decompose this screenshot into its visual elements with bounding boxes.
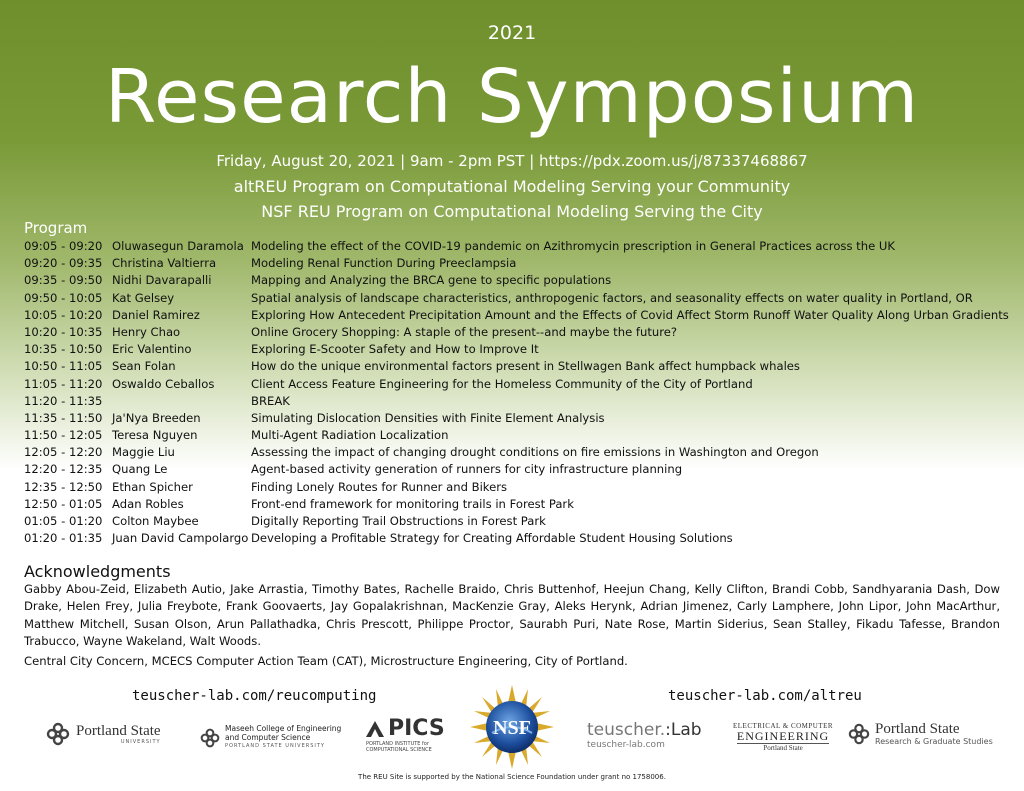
presenter-name: Henry Chao [112,324,181,339]
acknowledgments-heading: Acknowledgments [24,562,171,581]
psu-name: Portland State [76,722,161,739]
session-time: 12:50 - 01:05 [24,496,103,511]
nsf-reu-program-name: Computational Modeling Serving the City [433,202,763,221]
altreu-program-name: Computational Modeling Serving your Community [389,177,791,196]
presentation-title: Developing a Profitable Strategy for Creating Affordable Student Housing Solutions [251,531,733,546]
teuscher-url: teuscher-lab.com [587,740,665,750]
maseeh-line3: PORTLAND STATE UNIVERSITY [225,743,325,749]
nsf-reu-prefix: NSF REU Program on [261,202,434,221]
session-time: 11:20 - 11:35 [24,393,103,408]
presenter-name: Christina Valtierra [112,256,217,271]
grant-footnote: The REU Site is supported by the National Science Foundation under grant no 1758006. [358,773,666,781]
session-time: 09:50 - 10:05 [24,290,103,305]
schedule-row [24,324,1019,341]
presenter-name: Eric Valentino [112,342,192,357]
schedule-row [24,272,1019,289]
altreu-program-line [0,177,1024,196]
schedule-row [24,238,1019,255]
pics-line2: COMPUTATIONAL SCIENCE [366,747,432,753]
presenter-name: Maggie Liu [112,445,175,460]
presenter-name: Kat Gelsey [112,290,175,305]
session-time: 09:35 - 09:50 [24,273,103,288]
maseeh-logo [200,724,341,751]
schedule-row [24,530,1019,547]
program-schedule [24,238,1019,547]
schedule-row [24,290,1019,307]
psu-research-logo [848,722,993,746]
ece-line2: ENGINEERING [736,729,830,743]
psu-logo [46,722,161,746]
presentation-title: Finding Lonely Routes for Runner and Bikers [251,479,508,494]
presentation-title: Modeling Renal Function During Preeclampsia [251,256,517,271]
acknowledgments-people: Gabby Abou-Zeid, Elizabeth Autio, Jake Arrastia, Timothy Bates, Rachelle Braido, Chris Buttenhof, Heejun Chang, Kelly Clifton, Brandi Cobb, Sandhyarania Dash, Dow Drake, Helen Frey, Julia Freybote, Frank Goovaerts, Jay Gopalakrishnan, MacKenzie Gray, Aleks Herynk, Adrian Jimenez, Carly Lamphere, John Lipor, John MacArthur, Matthew Mitchell, Susan Olson, Arun Pallathadka, Chris Prescott, Philippe Proctor, Saurabh Puri, Nate Rose, Martin Siderius, Sean Stalley, Fikadu Tafesse, Brandon Trabucco, Wayne Wakeland, Walt Woods. [24,582,1000,649]
psu-research-mark-icon [848,723,870,745]
teuscher-name: teuscher. [587,720,666,740]
session-time: 10:20 - 10:35 [24,324,103,339]
schedule-row [24,358,1019,375]
presentation-title: Online Grocery Shopping: A staple of the present--and maybe the future? [251,324,678,339]
session-time: 10:35 - 10:50 [24,342,103,357]
presenter-name [112,393,251,410]
schedule-row [24,393,1019,410]
session-time: 12:20 - 12:35 [24,462,103,477]
acknowledgments-organizations: Central City Concern, MCECS Computer Action Team (CAT), Microstructure Engineering, City of Portland. [24,654,628,668]
schedule-row [24,307,1019,324]
schedule-row [24,513,1019,530]
presenter-name: Oluwasegun Daramola [112,239,244,253]
altreu-prefix: altREU Program on [233,177,390,196]
nsf-reu-program-line [0,202,1024,221]
nsf-logo [468,683,556,771]
pics-mark-icon [364,719,386,739]
session-time: 01:20 - 01:35 [24,531,103,546]
session-time: 12:05 - 12:20 [24,445,103,460]
psu-research-name: Portland State [875,721,960,737]
presentation-title: Assessing the impact of changing drought conditions on fire emissions in Washington and Oregon [251,445,819,460]
ece-line1: ELECTRICAL & COMPUTER [733,722,834,730]
presenter-name: Adan Robles [112,496,184,511]
schedule-row [24,479,1019,496]
ece-logo [733,722,833,752]
presentation-title: Spatial analysis of landscape characteristics, anthropogenic factors, and seasonality effects on water quality in Portland, OR [251,290,973,305]
presenter-name: Ethan Spicher [112,479,193,494]
schedule-row [24,496,1019,513]
session-time: 01:05 - 01:20 [24,514,103,528]
presentation-title: Front-end framework for monitoring trails in Forest Park [251,496,574,511]
nsf-seal-icon [468,683,556,771]
schedule-row [24,255,1019,272]
session-time: 09:20 - 09:35 [24,256,103,271]
presentation-title: Exploring How Antecedent Precipitation Amount and the Effects of Covid Affect Storm Runoff Water Quality Along Urban Gradients [251,307,1009,322]
presentation-title: BREAK [251,393,290,408]
maseeh-line1: Maseeh College of Engineering [225,724,342,733]
presentation-title: Client Access Feature Engineering for the Homeless Community of the City of Portland [251,376,753,391]
schedule-row [24,410,1019,427]
presenter-name: Juan David Campolargo [112,531,249,546]
pics-line1: PORTLAND INSTITUTE for [366,741,429,747]
session-time: 09:05 - 09:20 [24,239,103,253]
event-dateline: Friday, August 20, 2021 | 9am - 2pm PST | https://pdx.zoom.us/j/87337468867 [216,152,808,170]
pics-name: PICS [388,716,445,741]
presentation-title: Mapping and Analyzing the BRCA gene to specific populations [251,273,612,288]
session-time: 12:35 - 12:50 [24,479,103,494]
schedule-row [24,341,1019,358]
teuscher-lab-logo [587,720,702,750]
ece-line3: Portland State [763,744,803,752]
session-time: 11:05 - 11:20 [24,376,103,391]
presenter-name: Oswaldo Ceballos [112,376,215,391]
session-time: 11:50 - 12:05 [24,428,103,443]
presentation-title: Multi-Agent Radiation Localization [251,428,449,443]
presentation-title: Simulating Dislocation Densities with Finite Element Analysis [251,410,605,425]
symposium-year: 2021 [487,22,537,44]
session-time: 10:50 - 11:05 [24,359,103,374]
program-heading: Program [24,219,88,237]
presentation-title: Digitally Reporting Trail Obstructions in Forest Park [251,514,546,528]
session-time: 11:35 - 11:50 [24,410,103,425]
presenter-name: Teresa Nguyen [112,428,198,443]
presenter-name: Colton Maybee [112,514,199,528]
schedule-row [24,376,1019,393]
presenter-name: Ja'Nya Breeden [112,410,201,425]
psu-sub: UNIVERSITY [120,738,161,745]
maseeh-mark-icon [200,728,220,748]
altreu-link[interactable]: teuscher-lab.com/altreu [668,688,862,704]
schedule-row [24,427,1019,444]
psu-mark-icon [46,722,70,746]
presentation-title: Agent-based activity generation of runners for city infrastructure planning [251,462,683,477]
presentation-title: How do the unique environmental factors present in Stellwagen Bank affect humpback whales [251,359,800,374]
presentation-title: Modeling the effect of the COVID-19 pandemic on Azithromycin prescription in General Practices across the UK [251,239,895,253]
presenter-name: Nidhi Davarapalli [112,273,212,288]
session-time: 10:05 - 10:20 [24,307,103,322]
page-title: Research Symposium [104,54,920,140]
schedule-row [24,461,1019,478]
schedule-row [24,444,1019,461]
presenter-name: Daniel Ramirez [112,307,200,322]
nsf-label: NSF [493,717,531,739]
psu-research-sub: Research & Graduate Studies [875,737,993,746]
teuscher-suffix: :Lab [665,720,702,740]
reucomputing-link[interactable]: teuscher-lab.com/reucomputing [132,688,377,704]
presenter-name: Quang Le [112,462,168,477]
maseeh-line2: and Computer Science [225,733,311,742]
presenter-name: Sean Folan [112,359,176,374]
presentation-title: Exploring E-Scooter Safety and How to Improve It [251,342,539,357]
pics-logo [364,716,445,753]
